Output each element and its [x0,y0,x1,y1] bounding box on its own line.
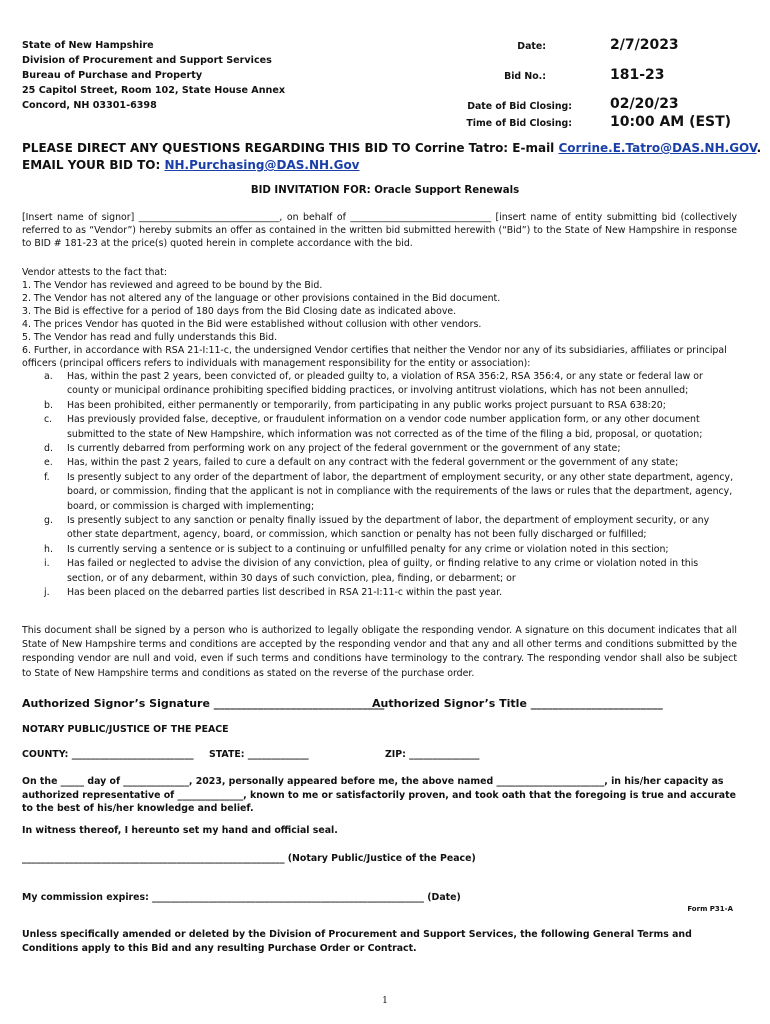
sub-item-b: b. Has been prohibited, either permanently or temporarily, from participating in any public works project pursuant to RSA 638:20; [44,399,666,411]
bid-no-value: 181-23 [610,67,665,83]
sub-item-a: a. Has, within the past 2 years, been convicted of, or pleaded guilty to, a violation of RSA 356:2, RSA 356:4, or any state or federal law or county or municipal ordinance prohibiting specified bidding practices, or involving antitrust violations, which has not been annulled; [44,371,703,397]
commission-expires-field[interactable]: My commission expires: __________________________________________________________ (Date) [22,892,461,903]
form-number: Form P31-A [687,905,733,913]
signing-paragraph: This document shall be signed by a person who is authorized to legally obligate the responding vendor. A signature on this document indicates that all State of New Hampshire terms and conditions are accepted by the responding vendor and that any and all other terms and conditions submitted by the responding vendor are null and void, even if such terms and conditions have terminology to the contrary. The responding vendor shall also be subject to State of New Hampshire terms and conditions as stated on the reverse of the purchase order. [22,625,737,679]
sub-item-i: i. Has failed or neglected to advise the division of any conviction, plea of guilty, or finding relative to any crime or violation noted in this section, or of any debarment, within 30 days of such conviction, plea, finding, or debarment; or [44,558,699,584]
attest-item: 6. Further, in accordance with RSA 21-I:11-c, the undersigned Vendor certifies that neither the Vendor nor any of its subsidiaries, affiliates or principal officers (principal officers refers to individuals with management responsibility for the entity or association): [22,345,727,369]
sub-item-d: d. Is currently debarred from performing work on any project of the federal government or the government of any state; [44,443,621,455]
sub-item-c: c. Has previously provided false, deceptive, or fraudulent information on a vendor code number application form, or any other document submitted to the state of New Hampshire, which information was not corrected as of the time of the filing a bid, proposal, or quotation; [44,414,703,440]
notary-signature-field[interactable]: ________________________________________________________ (Notary Public/Justice of the Peace) [22,853,476,864]
sub-item-g: g. Is presently subject to any sanction or penalty finally issued by the department of labor, the department of employment security, or any other state department, agency, board, or commission, which sanction or penalty has not been fully discharged or fulfilled; [44,515,710,541]
attest-item: 5. The Vendor has read and fully understands this Bid. [22,332,278,343]
contact-notice: PLEASE DIRECT ANY QUESTIONS REGARDING THIS BID TO Corrine Tatro: E-mail Corrine.E.Tatro@DAS.NH.GOV. EMAIL YOUR BID TO: NH.Purchasing@DAS.NH.Gov [22,141,762,172]
bid-no-label: Bid No.: [504,71,546,82]
date-value: 2/7/2023 [610,37,679,53]
intro-paragraph: [Insert name of signor] ______________________________, on behalf of ______________________________ [insert name of entity submitting bid (collectively referred to as “Vendor”) hereby submits an offer as contained in the written bid submitted herewith (“Bid”) to the State of New Hampshire in response to BID # 181-23 at the price(s) quoted herein in complete accordance with the bid. [22,212,737,249]
zip-field[interactable]: ZIP: _______________ [385,749,480,760]
submission-email-link[interactable]: NH.Purchasing@DAS.NH.Gov [164,158,360,172]
closing-time-value: 10:00 AM (EST) [610,114,732,130]
agency-line: Division of Procurement and Support Services [22,55,272,66]
sub-item-e: e. Has, within the past 2 years, failed to cure a default on any contract with the federal government or the government of any state; [44,457,679,469]
sub-item-j: j. Has been placed on the debarred parties list described in RSA 21-I:11-c within the past year. [44,587,503,599]
sub-item-f: f. Is presently subject to any order of the department of labor, the department of employment security, or any other state department, agency, board, or commission, finding that the applicant is not in compliance with the requirements of the laws or rules that the department, agency, board, or commission is charged with implementing; [44,471,734,512]
closing-date-value: 02/20/23 [610,96,679,112]
attestation-list [22,266,737,370]
general-terms-statement: Unless specifically amended or deleted by the Division of Procurement and Support Services, the following General Terms and Conditions apply to this Bid and any resulting Purchase Order or Contract. [22,929,692,954]
attest-item: 4. The prices Vendor has quoted in the Bid were established without collusion with other vendors. [22,319,482,330]
signor-title-field[interactable]: Authorized Signor’s Title ________________________ [372,697,663,710]
agency-line: State of New Hampshire [22,40,154,51]
signor-signature-field[interactable]: Authorized Signor’s Signature _______________________________ [22,697,385,710]
closing-date-label: Date of Bid Closing: [467,101,572,112]
bid-invitation-title: BID INVITATION FOR: Oracle Support Renewals [250,185,520,196]
county-field[interactable]: COUNTY: __________________________ [22,749,194,760]
contact-email-link[interactable]: Corrine.E.Tatro@DAS.NH.GOV [558,141,757,155]
agency-line: Concord, NH 03301-6398 [22,100,157,111]
notary-appearance-statement: On the _____ day of ______________, 2023, personally appeared before me, the above named _______________________, in his/her capacity as authorized representative of ______________, known to me or satisfactorily proven, and took oath that the foregoing is true and accurate to the best of his/her knowledge and belief. [22,776,736,814]
attest-item: 2. The Vendor has not altered any of the language or other provisions contained in the Bid document. [22,293,501,304]
agency-line: Bureau of Purchase and Property [22,70,203,81]
attest-item: 3. The Bid is effective for a period of 180 days from the Bid Closing date as indicated above. [22,306,457,317]
witness-statement: In witness thereof, I hereunto set my hand and official seal. [22,825,338,836]
disqualification-list [22,370,737,601]
agency-line: 25 Capitol Street, Room 102, State House Annex [22,85,286,96]
sub-item-h: h. Is currently serving a sentence or is subject to a continuing or unfulfilled penalty for any crime or violation noted in this section; [44,543,669,555]
date-label: Date: [517,41,546,52]
agency-address-block [22,38,285,113]
notary-heading: NOTARY PUBLIC/JUSTICE OF THE PEACE [22,724,229,735]
closing-time-label: Time of Bid Closing: [466,118,572,129]
state-field[interactable]: STATE: _____________ [209,749,309,760]
attest-intro: Vendor attests to the fact that: [22,267,168,278]
page-number: 1 [382,996,388,1006]
attest-item: 1. The Vendor has reviewed and agreed to be bound by the Bid. [22,280,323,291]
